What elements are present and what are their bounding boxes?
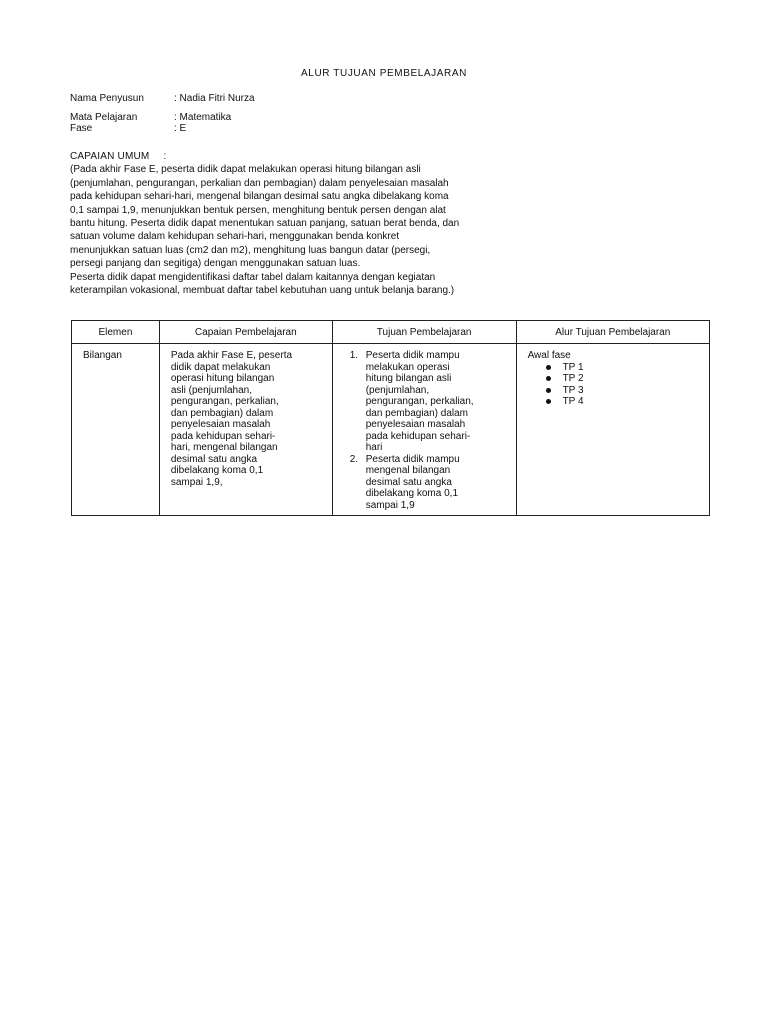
- table-row: [72, 344, 710, 516]
- capaian-umum-line: pada kehidupan sehari-hari, mengenal bilangan desimal satu angka dibelakang koma: [70, 191, 449, 203]
- tujuan-line: Peserta didik mampu: [365, 453, 460, 465]
- tujuan-item: [333, 350, 506, 454]
- cell-alur-tujuan-pembelajaran: [516, 344, 709, 516]
- tujuan-line: mengenal bilangan: [365, 465, 451, 476]
- header-alur-tujuan-pembelajaran: Alur Tujuan Pembelajaran: [516, 321, 709, 344]
- meta-penyusun: [70, 93, 255, 104]
- capaian-line: dan pembagian) dalam: [170, 407, 274, 419]
- cell-elemen: Bilangan: [72, 344, 160, 516]
- tujuan-number: 1.: [349, 350, 359, 361]
- capaian-line: pada kehidupan sehari-: [170, 430, 276, 442]
- document-title: ALUR TUJUAN PEMBELAJARAN: [301, 68, 467, 79]
- cell-capaian-pembelajaran: [159, 344, 332, 516]
- fase-label: Fase: [70, 123, 93, 134]
- tujuan-line: Peserta didik mampu: [365, 350, 460, 361]
- capaian-umum-section: [70, 150, 530, 297]
- tujuan-line: dan pembagian) dalam: [365, 407, 469, 419]
- capaian-line: Pada akhir Fase E, peserta: [170, 350, 293, 361]
- alur-intro: Awal fase: [527, 350, 571, 361]
- bullet-icon: [546, 376, 551, 381]
- meta-mapel: [70, 112, 231, 123]
- capaian-umum-line: persegi panjang dan segitiga) dengan menggunakan satuan luas.: [70, 258, 361, 270]
- capaian-umum-colon: :: [163, 151, 167, 162]
- tujuan-list: [333, 350, 506, 511]
- meta-fase: [70, 123, 186, 134]
- bullet-icon: [546, 388, 551, 393]
- capaian-umum-line: (Pada akhir Fase E, peserta didik dapat melakukan operasi hitung bilangan asli: [70, 164, 421, 176]
- bullet-icon: [546, 399, 551, 404]
- tujuan-line: (penjumlahan,: [365, 384, 430, 396]
- capaian-umum-heading: [70, 150, 530, 163]
- cell-tujuan-pembelajaran: [332, 344, 516, 516]
- tujuan-line: melakukan operasi: [365, 361, 450, 373]
- atp-table: [71, 320, 710, 516]
- tujuan-line: pada kehidupan sehari-: [365, 430, 471, 442]
- capaian-umum-line: menunjukkan satuan luas (cm2 dan m2), menghitung luas bangun datar (persegi,: [70, 244, 431, 256]
- capaian-umum-line: 0,1 sampai 1,9, menunjukkan bentuk persen, menghitung bentuk persen dengan alat: [70, 204, 446, 216]
- table-header-row: [72, 321, 710, 344]
- tujuan-line: sampai 1,9: [365, 499, 415, 511]
- capaian-line: sampai 1,9,: [170, 476, 223, 488]
- header-tujuan-pembelajaran: Tujuan Pembelajaran: [332, 321, 516, 344]
- capaian-line: operasi hitung bilangan: [170, 373, 275, 384]
- capaian-umum-line: keterampilan vokasional, membuat daftar tabel kebutuhan uang untuk belanja barang.): [70, 285, 455, 297]
- capaian-umum-line: Peserta didik dapat mengidentifikasi daftar tabel dalam kaitannya dengan kegiatan: [70, 271, 436, 283]
- capaian-line: penyelesaian masalah: [170, 419, 271, 430]
- header-capaian-pembelajaran: Capaian Pembelajaran: [159, 321, 332, 344]
- alur-list: [528, 362, 699, 408]
- tujuan-line: pengurangan, perkalian,: [365, 396, 474, 407]
- alur-item-label: TP 4: [562, 396, 584, 407]
- mapel-value: : Matematika: [174, 112, 232, 123]
- alur-item: [528, 362, 699, 374]
- capaian-umum-line: satuan volume dalam kehidupan sehari-hari, menggunakan benda konkret: [70, 231, 400, 243]
- header-elemen: Elemen: [72, 321, 160, 344]
- tujuan-line: dibelakang koma 0,1: [365, 488, 459, 499]
- capaian-umum-line: bantu hitung. Peserta didik dapat menentukan satuan panjang, satuan berat benda, dan: [70, 218, 460, 230]
- alur-item-label: TP 3: [562, 384, 584, 396]
- tujuan-line: hari: [365, 442, 383, 453]
- penyusun-label: Nama Penyusun: [70, 93, 144, 104]
- bullet-icon: [546, 365, 551, 370]
- capaian-line: asli (penjumlahan,: [170, 384, 253, 396]
- alur-item-label: TP 1: [562, 361, 584, 373]
- capaian-line: didik dapat melakukan: [170, 361, 271, 373]
- tujuan-line: hitung bilangan asli: [365, 373, 452, 384]
- alur-item: [528, 396, 699, 408]
- alur-item: [528, 385, 699, 397]
- tujuan-number: 2.: [349, 453, 359, 465]
- tujuan-item: [333, 454, 506, 512]
- capaian-line: desimal satu angka: [170, 453, 258, 465]
- penyusun-value: : Nadia Fitri Nurza: [174, 93, 255, 104]
- capaian-umum-line: (penjumlahan, pengurangan, perkalian dan pembagian) dalam penyelesaian masalah: [70, 177, 449, 189]
- mapel-label: Mata Pelajaran: [70, 112, 138, 123]
- fase-value: : E: [174, 123, 187, 134]
- alur-item-label: TP 2: [562, 373, 584, 384]
- capaian-line: dibelakang koma 0,1: [170, 465, 264, 476]
- alur-item: [528, 373, 699, 385]
- capaian-line: pengurangan, perkalian,: [170, 396, 279, 407]
- tujuan-line: desimal satu angka: [365, 476, 452, 488]
- capaian-line: hari, mengenal bilangan: [170, 442, 278, 453]
- capaian-umum-heading-text: CAPAIAN UMUM: [70, 151, 150, 162]
- tujuan-line: penyelesaian masalah: [365, 419, 466, 430]
